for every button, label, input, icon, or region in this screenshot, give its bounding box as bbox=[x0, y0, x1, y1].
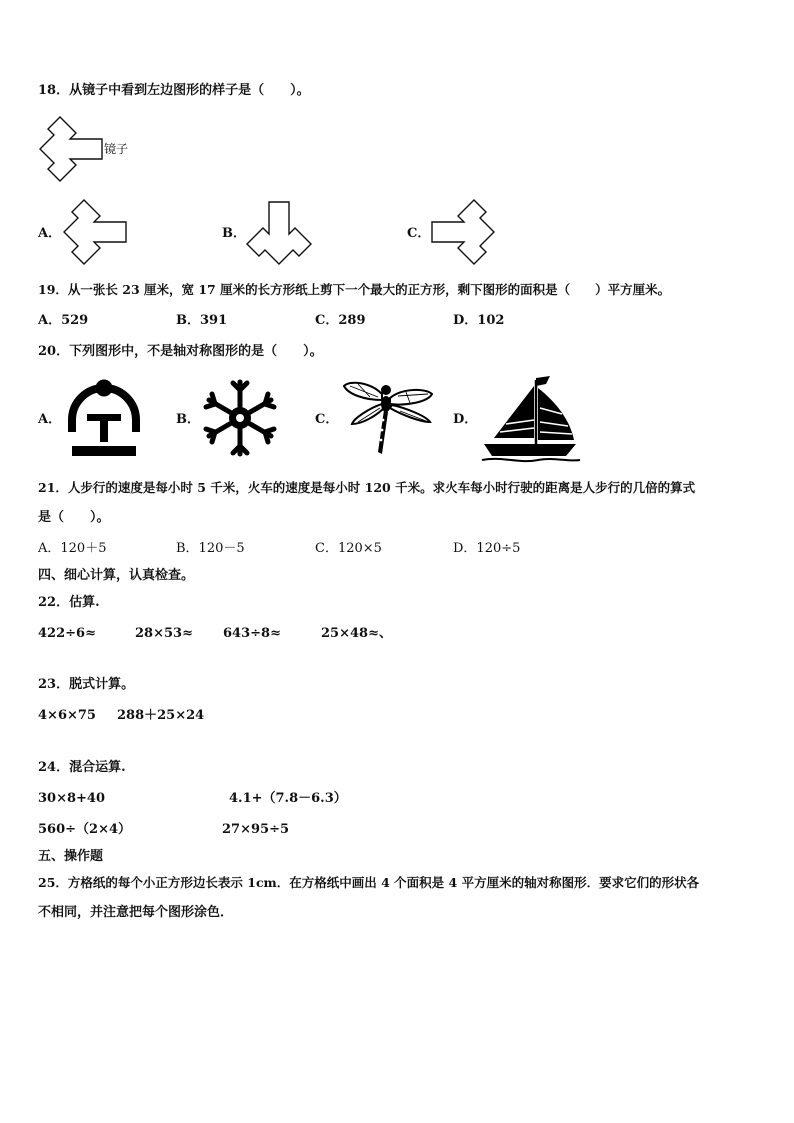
q21-stem-line2: 是（ ）。 bbox=[38, 510, 110, 525]
q20-option-d: D． bbox=[453, 412, 478, 427]
arrow-figure-icon bbox=[36, 114, 108, 184]
mirror-label: 镜子 bbox=[104, 142, 129, 156]
q25-line1: 25．方格纸的每个小正方形边长表示 1cm．在方格纸中画出 4 个面积是 4 平方厘米的轴对称图形．要求它们的形状各 bbox=[38, 875, 700, 890]
q21-stem-line1: 21．人步行的速度是每小时 5 千米，火车的速度是每小时 120 千米。求火车每小时行驶的距离是人步行的几倍的算式 bbox=[38, 480, 696, 495]
q22-item: 422÷6≈ bbox=[38, 626, 96, 641]
q20-option-c: C． bbox=[315, 412, 339, 427]
q21-option-b: B．120－5 bbox=[176, 541, 245, 556]
section-4-heading: 四、细心计算，认真检查。 bbox=[38, 568, 195, 583]
arrow-option-a-icon bbox=[60, 198, 130, 266]
snowflake-icon bbox=[200, 378, 280, 458]
q24-item: 4.1+（7.8－6.3） bbox=[229, 791, 347, 806]
q18-option-c: C． bbox=[407, 226, 431, 241]
q19-option-b: B．391 bbox=[176, 313, 228, 328]
q20-stem: 20．下列图形中，不是轴对称图形的是（ ）。 bbox=[38, 344, 323, 359]
q22-title: 22．估算. bbox=[38, 595, 100, 610]
q19-stem: 19．从一张长 23 厘米，宽 17 厘米的长方形纸上剪下一个最大的正方形，剩下图形的面积是（ ）平方厘米。 bbox=[38, 282, 671, 297]
q18-option-a: A． bbox=[38, 226, 62, 241]
q25-line2: 不相同，并注意把每个图形涂色． bbox=[38, 905, 234, 920]
arrow-option-b-icon bbox=[244, 198, 314, 266]
q24-item: 27×95÷5 bbox=[222, 822, 290, 837]
q23-item: 4×6×75 bbox=[38, 708, 96, 723]
q21-option-a: A．120＋5 bbox=[38, 541, 107, 556]
arrow-option-c-icon bbox=[428, 198, 498, 266]
railway-logo-icon bbox=[64, 378, 144, 460]
q19-option-d: D．102 bbox=[453, 313, 505, 328]
q24-item: 30×8+40 bbox=[38, 791, 106, 806]
q23-title: 23．脱式计算。 bbox=[38, 677, 135, 692]
q24-item: 560÷（2×4） bbox=[38, 822, 132, 837]
section-5-heading: 五、操作题 bbox=[38, 849, 104, 864]
q20-option-b: B． bbox=[176, 412, 200, 427]
q22-item: 25×48≈、 bbox=[321, 626, 392, 641]
q22-item: 28×53≈ bbox=[135, 626, 193, 641]
q23-item: 288＋25×24 bbox=[117, 708, 205, 723]
q18-stem: 18．从镜子中看到左边图形的样子是（ ）。 bbox=[38, 83, 310, 98]
q20-option-a: A． bbox=[38, 412, 62, 427]
q18-option-b: B． bbox=[222, 226, 246, 241]
q21-option-d: D．120÷5 bbox=[453, 541, 521, 556]
sailboat-icon bbox=[478, 372, 582, 464]
q21-option-c: C．120×5 bbox=[315, 541, 382, 556]
q19-option-c: C．289 bbox=[315, 313, 366, 328]
q22-item: 643÷8≈ bbox=[223, 626, 281, 641]
q24-title: 24．混合运算. bbox=[38, 760, 126, 775]
dragonfly-icon bbox=[340, 378, 436, 458]
q19-option-a: A．529 bbox=[38, 313, 89, 328]
